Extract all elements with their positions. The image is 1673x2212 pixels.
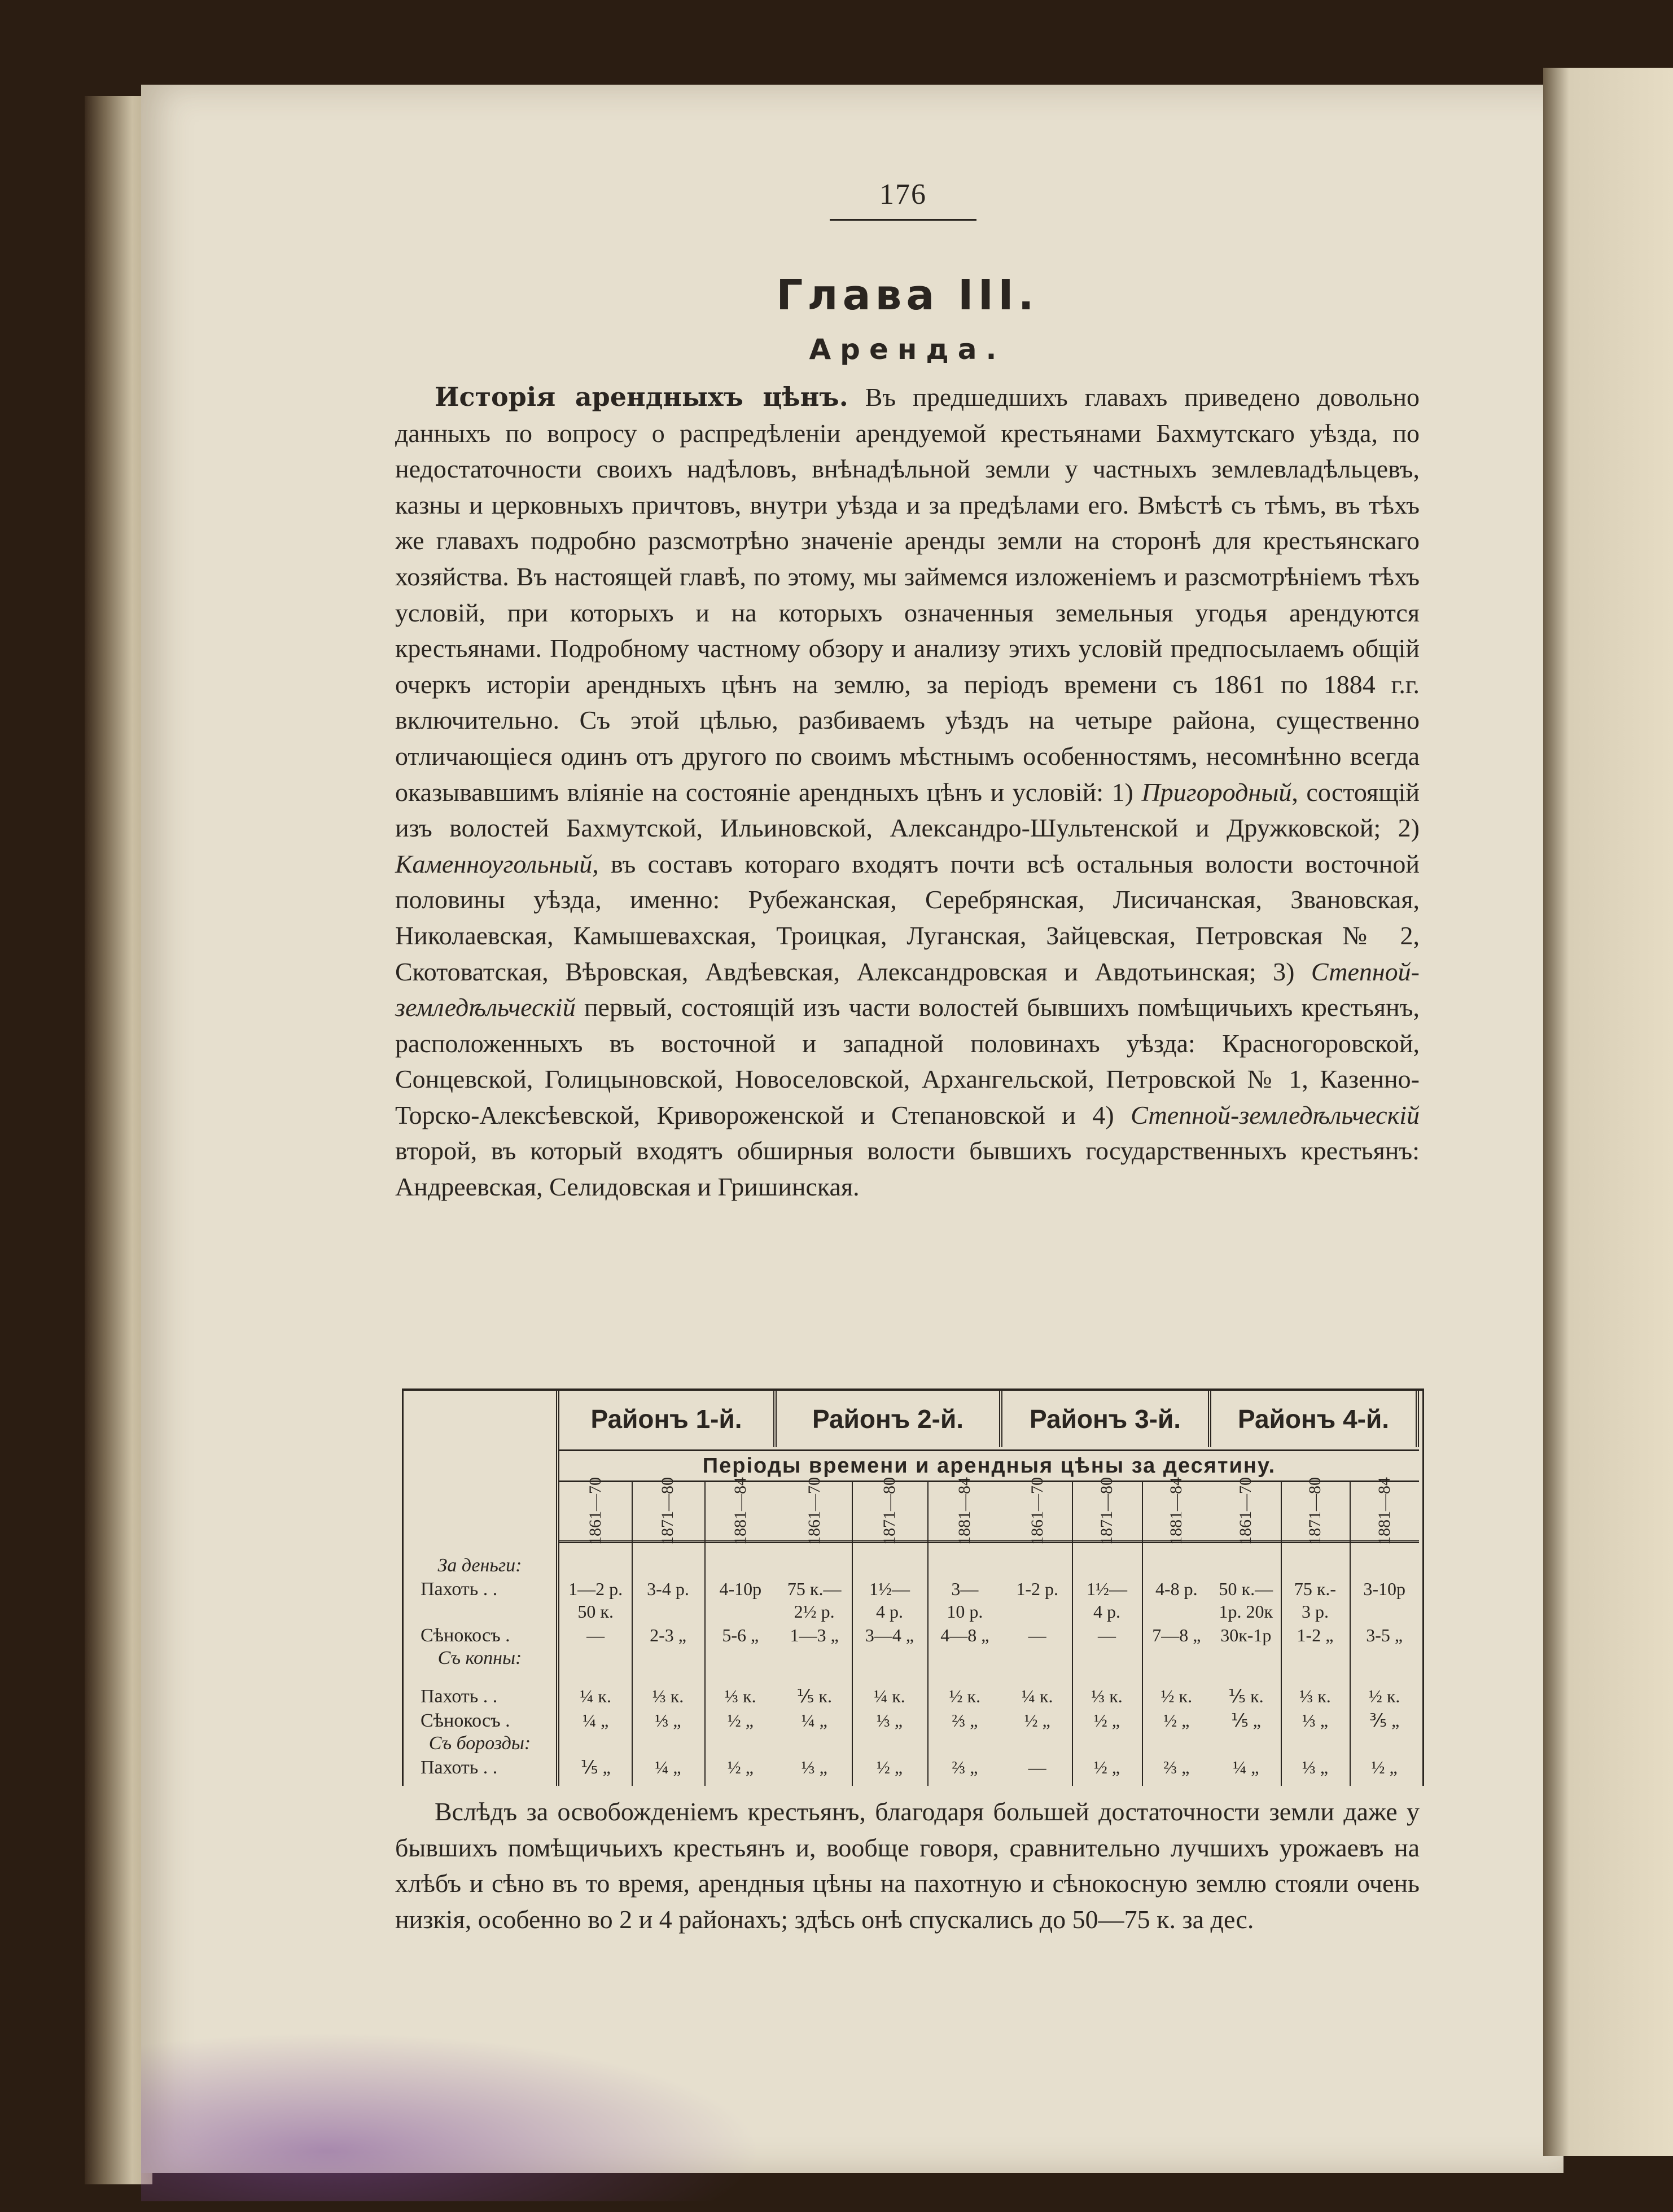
table-cell: 1-2 „ bbox=[1297, 1625, 1334, 1645]
table-cell: ⅔ „ bbox=[952, 1757, 978, 1777]
row-label-hay-share: Сѣнокосъ . bbox=[421, 1710, 510, 1731]
table-cell: 10 р. bbox=[947, 1601, 983, 1622]
table-cell: 1½— bbox=[1086, 1579, 1127, 1599]
table-cell: 4-10р bbox=[719, 1579, 762, 1599]
table-cell: ¼ „ bbox=[583, 1710, 609, 1731]
table-cell: 75 к.— bbox=[787, 1579, 842, 1599]
year-label: 1871—80 bbox=[658, 1477, 677, 1545]
table-cell: ⅓ „ bbox=[801, 1757, 827, 1777]
paragraph-lead-in: Исторія арендныхъ цѣнъ. bbox=[435, 382, 848, 412]
table-cell: ¼ „ bbox=[655, 1757, 681, 1777]
page-number-rule bbox=[830, 219, 976, 221]
table-cell: 3— bbox=[951, 1579, 979, 1599]
table-cell: ⅓ „ bbox=[1302, 1757, 1329, 1777]
table-cell: 1-2 р. bbox=[1016, 1579, 1058, 1599]
table-cell: ½ к. bbox=[1368, 1686, 1400, 1706]
paragraph-text-1: Въ предшедшихъ главахъ приведено довольно данныхъ по вопросу о распредѣленіи арендуемой крестьянами Бахмутскаго уѣзда, по недостаточности своихъ надѣловъ, внѣнадѣльной земли у частныхъ землевладѣльцевъ, казны и церковныхъ причтовъ, внутри уѣзда и за предѣлами его. Вмѣстѣ съ тѣмъ, въ тѣхъ же главахъ подробно разсмотрѣно значеніе аренды земли на сторонѣ для крестьянскаго хозяйства. Въ настоящей главѣ, по этому, мы займемся изложеніемъ и разсмотрѣніемъ тѣхъ условій, при которыхъ и на которыхъ означенныя земельныя угодья арендуются крестьянами. Подробному частному обзору и анализу этихъ условій предпосылаемъ общій очеркъ исторіи арендныхъ цѣнъ на землю, за періодъ времени съ 1861 по 1884 г.г. включительно. Съ этой цѣлью, разбиваемъ уѣздъ на четыре района, существенно отличающіеся одинъ отъ другого по своимъ мѣстнымъ особенностямъ, несомнѣнно всегда оказывавшимъ вліяніе на состояніе арендныхъ цѣнъ и условій: 1) bbox=[395, 383, 1420, 807]
paragraph-text-2: , состоящій изъ волостей Бахмутской, Ильиновской, Александро-Шультенской и Дружковской; 2) bbox=[395, 777, 1420, 843]
year-header bbox=[1002, 1477, 1072, 1545]
year-header bbox=[1142, 1477, 1211, 1545]
table-cell: ¼ „ bbox=[1233, 1757, 1259, 1777]
row-label-plough-share: Пахоть . . bbox=[421, 1686, 498, 1707]
district-name-suburban: Пригородный bbox=[1141, 777, 1292, 807]
table-cell: 2½ р. bbox=[794, 1601, 835, 1622]
table-cell: ⅔ „ bbox=[1163, 1757, 1190, 1777]
year-header bbox=[632, 1477, 704, 1545]
ink-stain bbox=[141, 2032, 762, 2201]
paragraph-after-table: Вслѣдъ за освобожденіемъ крестьянъ, благодаря большей достаточности земли даже у бывшихъ помѣщичьихъ крестьянъ и, вообще говоря, сравнительно лучшихъ урожаевъ на хлѣбъ и сѣно въ то время, арендныя цѣны на пахотную и сѣнокосную землю стояли очень низкія, особенно во 2 и 4 районахъ; здѣсь онѣ спускались до 50—75 к. за дес. bbox=[395, 1797, 1420, 1934]
table-cell: ⅓ „ bbox=[1302, 1710, 1329, 1731]
table-cell: ⅕ к. bbox=[1228, 1686, 1264, 1706]
row-group-money: За деньги: bbox=[437, 1555, 522, 1576]
table-cell: ½ „ bbox=[727, 1757, 754, 1777]
table-cell: 2-3 „ bbox=[650, 1625, 686, 1645]
table-cell: ¼ „ bbox=[801, 1710, 827, 1731]
year-header bbox=[1211, 1477, 1281, 1545]
row-group-share: Съ копны: bbox=[437, 1648, 522, 1668]
year-header bbox=[1072, 1477, 1141, 1545]
row-label-plough-furrow: Пахоть . . bbox=[421, 1757, 498, 1778]
table-cell: — bbox=[586, 1625, 605, 1645]
table-cell: ⅓ „ bbox=[876, 1710, 903, 1731]
table-cell: ½ „ bbox=[1371, 1757, 1398, 1777]
table-cell: ⅕ „ bbox=[580, 1757, 611, 1777]
year-header bbox=[852, 1477, 927, 1545]
district-header-4: Районъ 4-й. bbox=[1211, 1391, 1419, 1447]
table-cell: 50 к. bbox=[577, 1601, 614, 1622]
table-cell: ½ „ bbox=[1024, 1710, 1050, 1731]
year-label: 1881—84 bbox=[1167, 1477, 1186, 1545]
year-label: 1871—80 bbox=[1097, 1477, 1116, 1545]
year-label: 1881—84 bbox=[730, 1477, 750, 1545]
year-header bbox=[1281, 1477, 1350, 1545]
table-cell: ⅗ „ bbox=[1369, 1710, 1400, 1731]
table-cell: 7—8 „ bbox=[1152, 1625, 1201, 1645]
table-cell: ¼ к. bbox=[1021, 1686, 1053, 1706]
paragraph-text-3: , въ составъ котораго входятъ почти всѣ остальныя волости восточной половины уѣзда, именно: Рубежанская, Серебрянская, Лисичанская, Звановская, Николаевская, Камышевахская, Троицкая, Луганская, Зайцевская, Петровская № 2, Скотоватская, Вѣровская, Авдѣевская, Александровская и Авдотьинская; 3) bbox=[395, 849, 1420, 986]
table-cell: ½ „ bbox=[1163, 1710, 1190, 1731]
table-cell: 3 р. bbox=[1301, 1601, 1329, 1622]
table-cell: 1½— bbox=[869, 1579, 910, 1599]
table-cell: ½ „ bbox=[876, 1757, 903, 1777]
table-cell: 4-8 р. bbox=[1155, 1579, 1198, 1599]
table-cell: 4 р. bbox=[875, 1601, 903, 1622]
row-label-hay: Сѣнокосъ . bbox=[421, 1625, 510, 1646]
table-cell: ⅕ „ bbox=[1230, 1710, 1261, 1731]
year-label: 1861—70 bbox=[586, 1477, 605, 1545]
table-cell: ⅓ к. bbox=[652, 1686, 684, 1706]
year-header bbox=[704, 1477, 777, 1545]
table-cell: ⅕ к. bbox=[796, 1686, 832, 1706]
table-cell: ½ к. bbox=[949, 1686, 981, 1706]
district-header-3: Районъ 3-й. bbox=[1002, 1391, 1211, 1447]
year-header bbox=[927, 1477, 1002, 1545]
chapter-title: Глава III. bbox=[776, 271, 1039, 319]
table-cell: ½ к. bbox=[1160, 1686, 1193, 1706]
year-label: 1861—70 bbox=[1236, 1477, 1255, 1545]
year-label: 1871—80 bbox=[879, 1477, 899, 1545]
year-label: 1861—70 bbox=[804, 1477, 824, 1545]
table-cell: 30к-1р bbox=[1220, 1625, 1272, 1645]
rent-price-table bbox=[402, 1388, 1424, 1786]
row-label-plough: Пахоть . . bbox=[421, 1579, 498, 1600]
table-cell: ¼ к. bbox=[580, 1686, 611, 1706]
table-cell: 50 к.— bbox=[1219, 1579, 1273, 1599]
table-cell: ⅓ к. bbox=[1091, 1686, 1123, 1706]
table-cell: ⅓ к. bbox=[1299, 1686, 1331, 1706]
year-header bbox=[777, 1477, 852, 1545]
table-cell: ⅓ к. bbox=[725, 1686, 756, 1706]
district-name-steppe-first: Степной-земледѣльческій bbox=[395, 957, 1420, 1022]
chapter-subtitle: Аренда. bbox=[809, 333, 1006, 366]
table-cell: 5-6 „ bbox=[722, 1625, 759, 1645]
table-cell: 75 к.- bbox=[1294, 1579, 1337, 1599]
row-group-furrow: Съ борозды: bbox=[428, 1733, 531, 1754]
table-cell: 1—3 „ bbox=[790, 1625, 839, 1645]
district-header-1: Районъ 1-й. bbox=[559, 1391, 777, 1447]
table-cell: 1—2 р. bbox=[568, 1579, 623, 1599]
table-cell: 4—8 „ bbox=[940, 1625, 989, 1645]
table-cell: 3-5 „ bbox=[1366, 1625, 1403, 1645]
table-cell: ½ „ bbox=[1093, 1710, 1120, 1731]
table-cell: 1р. 20к bbox=[1219, 1601, 1273, 1622]
year-label: 1871—80 bbox=[1305, 1477, 1324, 1545]
row-labels-column bbox=[404, 1391, 559, 1786]
table-cell: ½ „ bbox=[1093, 1757, 1120, 1777]
paragraph-history-of-rents bbox=[395, 379, 1420, 1205]
year-label: 1881—84 bbox=[1374, 1477, 1394, 1545]
district-header-2: Районъ 2-й. bbox=[777, 1391, 1002, 1447]
periods-header: Періоды времени и арендныя цѣны за десятину. bbox=[559, 1449, 1419, 1482]
year-header bbox=[559, 1477, 632, 1545]
table-cell: ½ „ bbox=[727, 1710, 754, 1731]
table-cell: — bbox=[1028, 1625, 1046, 1645]
table-cell: 3-4 р. bbox=[647, 1579, 689, 1599]
book-right-page-edge bbox=[1543, 68, 1673, 2156]
page-number: 176 bbox=[879, 178, 927, 211]
paragraph-text-4: первый, состоящій изъ части волостей бывшихъ помѣщичьихъ крестьянъ, расположенныхъ въ восточной и западной половинахъ уѣзда: Красногоровской, Сонцевской, Голицыновской, Новоселовской, Архангельской, Петровской № 1, Казенно-Торско-Алексѣевской, Кривороженской и Степановской и 4) bbox=[395, 993, 1420, 1129]
paragraph-text-5: второй, въ который входятъ обширныя волости бывшихъ государственныхъ крестьянъ: Андреевская, Селидовская и Гришинская. bbox=[395, 1136, 1420, 1202]
year-label: 1881—84 bbox=[955, 1477, 974, 1545]
year-header bbox=[1350, 1477, 1419, 1545]
table-cell: — bbox=[1097, 1625, 1116, 1645]
table-cell: — bbox=[1028, 1757, 1046, 1777]
table-cell: 4 р. bbox=[1093, 1601, 1120, 1622]
table-cell: 3-10р bbox=[1363, 1579, 1405, 1599]
district-name-steppe-second: Степной-земледѣльческій bbox=[1131, 1100, 1420, 1129]
table-cell: ⅓ „ bbox=[655, 1710, 681, 1731]
table-cell: ⅔ „ bbox=[952, 1710, 978, 1731]
year-label: 1861—70 bbox=[1027, 1477, 1046, 1545]
table-cell: ¼ к. bbox=[874, 1686, 905, 1706]
table-cell: 3—4 „ bbox=[865, 1625, 914, 1645]
district-name-coal: Каменноугольный bbox=[395, 849, 593, 878]
